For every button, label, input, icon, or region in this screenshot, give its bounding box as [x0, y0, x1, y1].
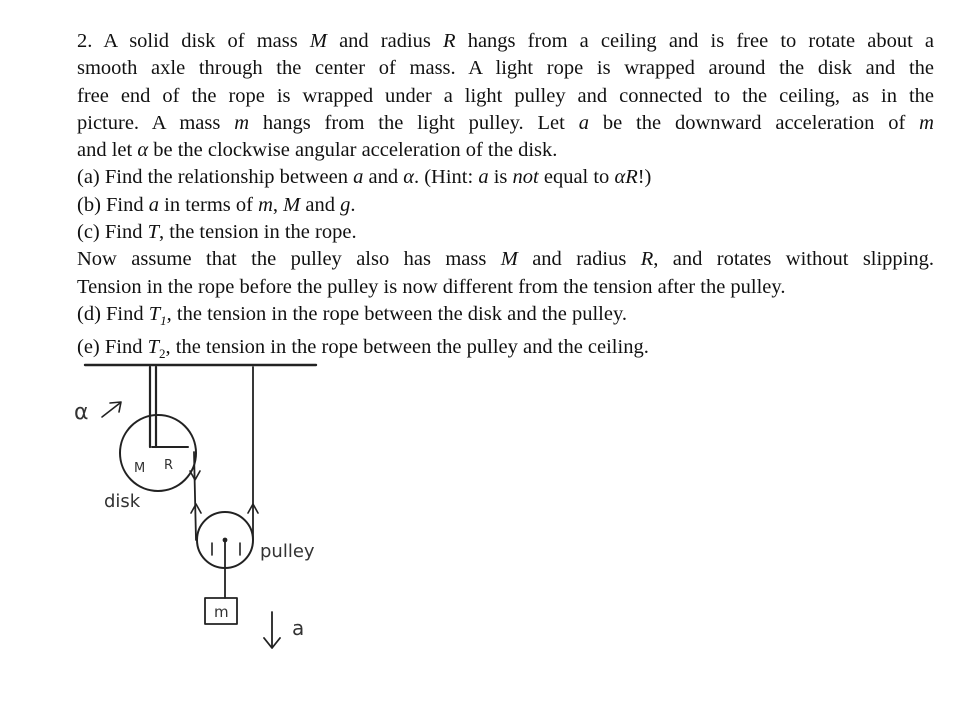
problem-text: [77, 28, 934, 368]
part-e: (e) Find $T_2$, the tension in the rope between the pulley and the ceiling.: [77, 336, 649, 362]
radius-label: R: [164, 458, 174, 473]
block-label: m: [214, 603, 229, 621]
pulley-label: pulley: [260, 541, 315, 562]
problem-line-5: and let α be the clockwise angular acceleration of the disk.: [77, 139, 558, 162]
rope-disk-to-pulley: [194, 452, 196, 540]
problem-line-10: Tension in the rope before the pulley is now different from the tension after the pulley.: [77, 275, 786, 298]
alpha-label: α: [74, 400, 89, 425]
problem-line-2: smooth axle through the center of mass. A light rope is wrapped around the disk and the: [77, 57, 934, 80]
problem-line-3: free end of the rope is wrapped under a light pulley and connected to the ceiling, as in the: [77, 84, 934, 107]
disk-label: disk: [104, 491, 141, 512]
alpha-arrow-icon: [102, 402, 121, 417]
disk-pulley-figure: [60, 355, 360, 665]
part-b: (b) Find a in terms of m, M and g.: [77, 193, 356, 216]
acceleration-arrow-icon: [264, 612, 280, 648]
figure-drawing: [60, 355, 360, 665]
disk-circle: [120, 415, 196, 491]
acceleration-label: a: [292, 616, 305, 640]
part-c: (c) Find T, the tension in the rope.: [77, 221, 357, 244]
mass-label-disk: M: [134, 461, 146, 476]
part-d: (d) Find $T_1$, the tension in the rope between the disk and the pulley.: [77, 302, 628, 329]
problem-line-4: picture. A mass m hangs from the light pulley. Let a be the downward acceleration of m: [77, 111, 934, 134]
part-a: (a) Find the relationship between a and α. (Hint: a is not equal to αR!): [77, 166, 652, 189]
problem-line-1: 2. A solid disk of mass M and radius R hangs from a ceiling and is free to rotate about a: [77, 30, 935, 52]
problem-line-9: Now assume that the pulley also has mass M and radius R, and rotates without slipping.: [77, 248, 935, 271]
